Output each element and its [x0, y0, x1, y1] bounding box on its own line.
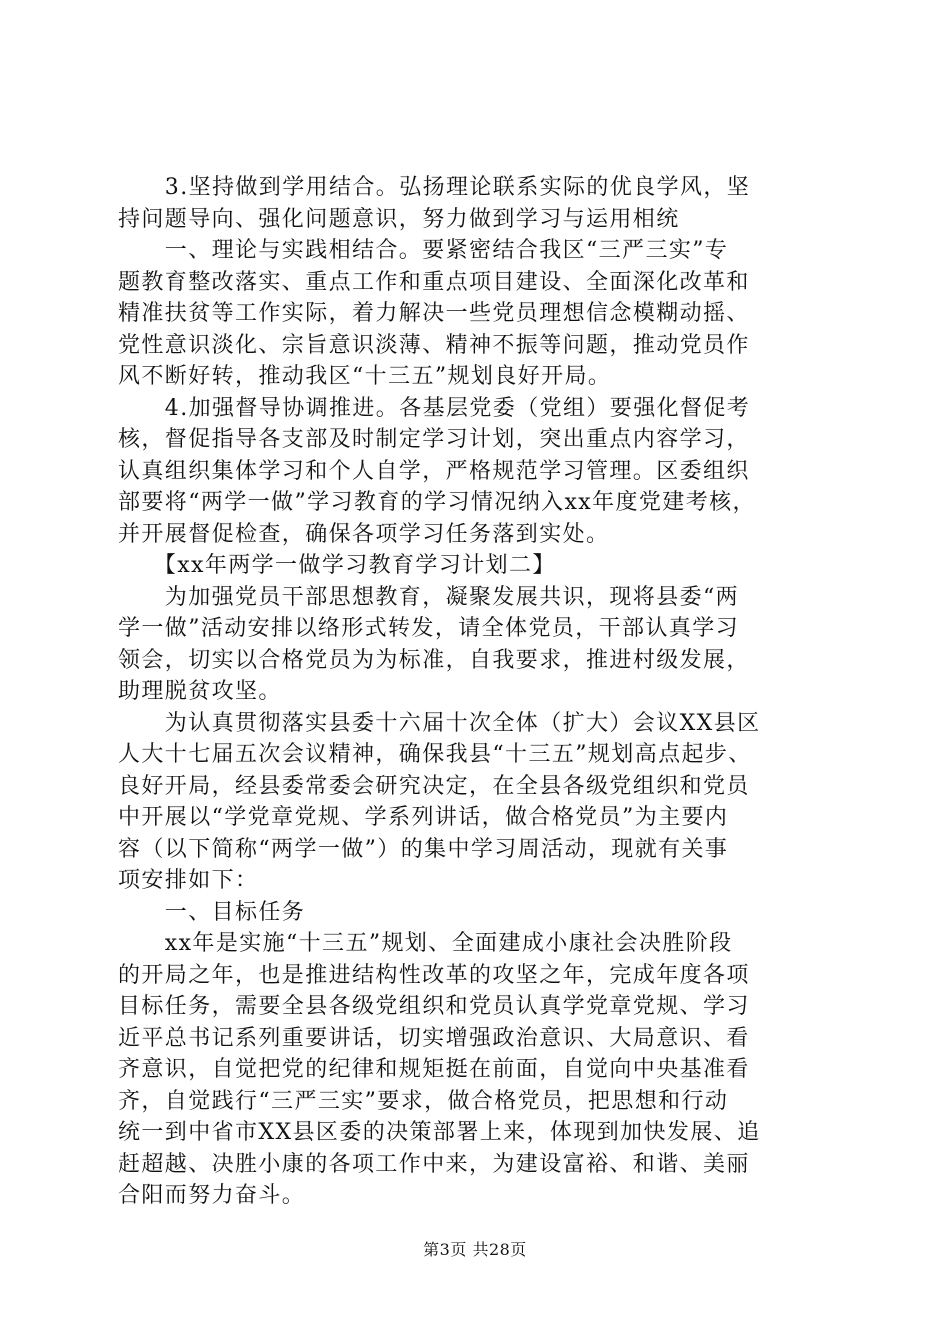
- text-line: 的开局之年，也是推进结构性改革的攻坚之年，完成年度各项: [118, 962, 750, 988]
- text-line: 精准扶贫等工作实际，着力解决一些党员理想信念模糊动摇、: [118, 301, 750, 326]
- text-line: 中开展以“学党章党规、学系列讲话，做合格党员”为主要内: [118, 805, 729, 830]
- text-line: 持问题导向、强化问题意识，努力做到学习与运用相统: [118, 206, 680, 232]
- text-line: 为认真贯彻落实县委十六届十次全体（扩大）会议XX县区: [118, 710, 761, 736]
- text-line: 4.加强督导协调推进。各基层党委（党组）要强化督促考: [118, 395, 751, 421]
- text-line: 人大十七届五次会议精神，确保我县“十三五”规划高点起步、: [118, 742, 752, 767]
- document-body: [118, 172, 830, 1212]
- text-line: 学一做”活动安排以络形式转发，请全体党员，干部认真学习: [118, 616, 740, 641]
- text-line: 容（以下简称“两学一做”）的集中学习周活动，现就有关事: [118, 836, 729, 862]
- text-line: 3.坚持做到学用结合。弘扬理论联系实际的优良学风，坚: [118, 175, 751, 200]
- text-line: 领会，切实以合格党员为为标准，自我要求，推进村级发展，: [118, 647, 750, 673]
- text-line: 一、理论与实践相结合。要紧密结合我区“三严三实”专: [118, 238, 729, 263]
- text-line: 赶超越、决胜小康的各项工作中来，为建设富裕、和谐、美丽: [118, 1151, 750, 1177]
- text-line: 题教育整改落实、重点工作和重点项目建设、全面深化改革和: [118, 269, 750, 295]
- text-line: 部要将“两学一做”学习教育的学习情况纳入xx年度党建考核，: [118, 490, 756, 515]
- text-line: 并开展督促检查，确保各项学习任务落到实处。: [118, 521, 610, 547]
- text-line: 风不断好转，推动我区“十三五”规划良好开局。: [118, 364, 612, 389]
- text-line: 为加强党员干部思想教育，凝聚发展共识，现将县委“两: [118, 584, 740, 610]
- text-line: 良好开局，经县委常委会研究决定，在全县各级党组织和党员: [118, 773, 750, 799]
- page-number-footer: 第3页 共28页: [423, 1240, 527, 1259]
- text-line: 齐意识，自觉把党的纪律和规矩挺在前面，自觉向中央基准看: [118, 1057, 750, 1082]
- text-line: 合阳而努力奋斗。: [118, 1183, 306, 1208]
- text-line: 目标任务，需要全县各级党组织和党员认真学党章党规、学习: [118, 994, 750, 1019]
- text-line: 核，督促指导各支部及时制定学习计划，突出重点内容学习，: [118, 427, 750, 452]
- text-line: 齐，自觉践行“三严三实”要求，做合格党员，把思想和行动: [118, 1088, 729, 1114]
- text-line: xx年是实施“十三五”规划、全面建成小康社会决胜阶段: [118, 931, 733, 956]
- text-line: 项安排如下：: [118, 868, 259, 893]
- section-heading: 【xx年两学一做学习教育学习计划二】: [118, 553, 556, 578]
- text-line: 统一到中省市XX县区委的决策部署上来，体现到加快发展、追: [118, 1120, 761, 1145]
- text-line: 助理脱贫攻坚。: [118, 679, 282, 704]
- text-line: 近平总书记系列重要讲话，切实增强政治意识、大局意识、看: [118, 1025, 750, 1051]
- text-line: 认真组织集体学习和个人自学，严格规范学习管理。区委组织: [118, 458, 750, 484]
- text-line: 党性意识淡化、宗旨意识淡薄、精神不振等问题，推动党员作: [118, 332, 750, 358]
- section-heading: 一、目标任务: [118, 899, 306, 925]
